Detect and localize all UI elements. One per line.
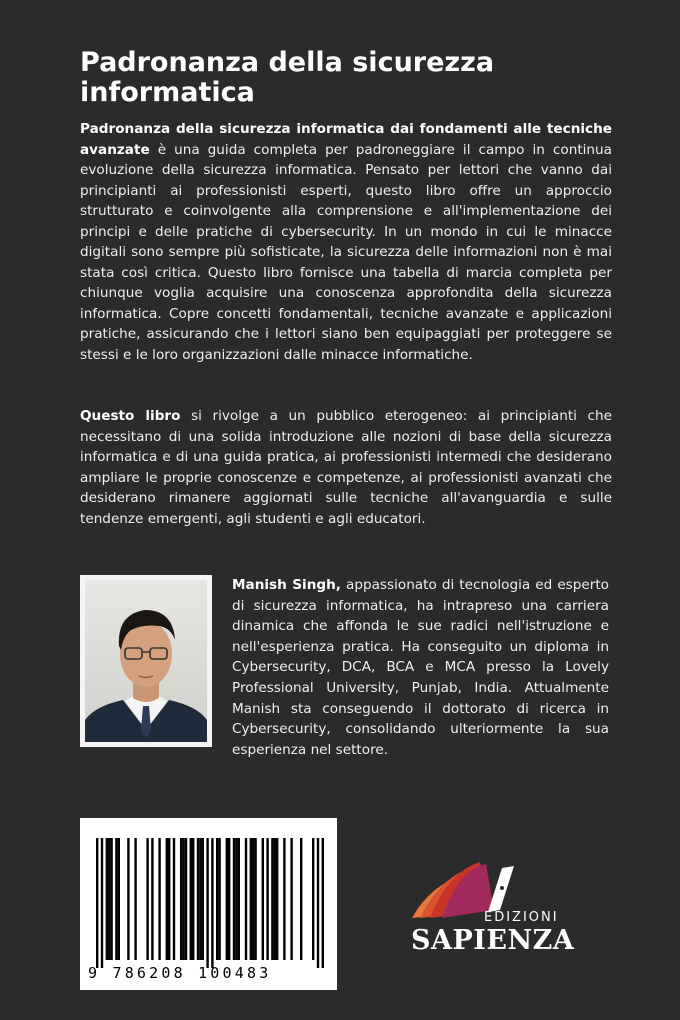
barcode-bar (96, 838, 98, 968)
barcode-bar (300, 838, 302, 960)
barcode-bar (197, 838, 199, 960)
audience-lead-bold: Questo libro (80, 408, 181, 424)
author-name: Manish Singh, (232, 577, 341, 593)
book-title: Padronanza della sicurezza informatica (80, 47, 495, 108)
publisher-name: SAPIENZA (411, 925, 575, 956)
barcode-bar (266, 838, 268, 960)
author-bio-text: appassionato di tecnologia ed esperto di sicurezza informatica, ha intrapreso una carriera dinamica che affonda le sue radici nell'istruzione e nell'esperienza pratica. Ha conseguito un diploma in Cybersecurity, DCA, BCA e MCA presso la Lovely Professional University, Punjab, India. Attualmente Manish sta conseguendo il dottorato di ricerca in Cybersecurity, consolidando ulteriormente la sua esperienza nel settore. (232, 577, 609, 758)
barcode-bar (226, 838, 228, 960)
description-lead-bold: Padronanza della sicurezza informatica dai fondamenti alle tecniche avanzate (80, 121, 612, 158)
barcode-bar (106, 838, 108, 960)
barcode-bar (180, 838, 182, 960)
description-text-1: è una guida completa per padroneggiare il campo in continua evoluzione della sicurezza informatica. Pensato per lettori che vanno dai principianti ai professionisti esperti, questo libro offre un approccio strutturato e coinvolgente alla comprensione e all'implementazione dei principi e delle pratiche di cybersecurity. In un mondo in cui le minacce digitali sono sempre più sofisticate, la sicurezza delle informazioni non è mai stata così critica. Questo libro fornisce una tabella di marcia completa per chiunque voglia acquisire una conoscenza approfondita della sicurezza informatica. Copre concetti fondamentali, tecniche avanzate e applicazioni pratiche, assicurando che i lettori siano ben equipaggiati per proteggere se stessi e le loro organizzazioni dalle minacce informatiche. (80, 141, 612, 363)
barcode-bar (216, 838, 218, 960)
barcode-bar (185, 838, 187, 960)
barcode-bar (254, 838, 256, 960)
author-bio (232, 575, 609, 760)
author-portrait-image (85, 580, 207, 742)
isbn-barcode (80, 818, 337, 990)
barcode-bar (228, 838, 230, 960)
barcode-bar (262, 838, 264, 960)
barcode-bar (290, 838, 292, 960)
description-paragraph-2 (80, 406, 612, 529)
barcode-bar (250, 838, 252, 960)
barcode-bar (173, 838, 175, 960)
barcode-bar (134, 838, 136, 960)
barcode-bar (158, 838, 160, 960)
barcode-bar (199, 838, 201, 960)
author-photo (80, 575, 212, 747)
barcode-bar (115, 838, 117, 960)
barcode-bar (192, 838, 194, 960)
barcode-bar (110, 838, 112, 960)
description-text-2: si rivolge a un pubblico eterogeneo: ai principianti che necessitano di una solida introduzione alle nozioni di base della sicurezza informatica e di una guida pratica, ai professionisti intermedi che desiderano ampliare le proprie conoscenze e competenze, ai professionisti avanzati che desiderano rimanere aggiornati sulle tecniche all'avanguardia e sulle tendenze emergenti, agli studenti e agli educatori. (80, 408, 612, 527)
publisher-edizioni: EDIZIONI (484, 910, 559, 925)
barcode-bar (252, 838, 254, 960)
barcode-bar (146, 838, 148, 960)
barcode-bar (271, 838, 273, 960)
barcode-bar (317, 838, 319, 968)
barcode-bar (283, 838, 285, 960)
barcode-bar (233, 838, 235, 960)
isbn-number: 9 786208 100483 (88, 964, 272, 982)
barcode-bar (151, 838, 153, 960)
description-paragraph-1 (80, 119, 612, 365)
barcode-bar (238, 838, 240, 960)
barcode-bar (118, 838, 120, 960)
barcode-bar (245, 838, 247, 960)
barcode-bar (182, 838, 184, 960)
barcode-bar (322, 838, 324, 968)
barcode-bar (211, 838, 213, 968)
barcode-bar (312, 838, 314, 960)
barcode-bar (235, 838, 237, 960)
barcode-bar (218, 838, 220, 960)
barcode-bar (276, 838, 278, 960)
barcode-bar (127, 838, 129, 960)
barcode-bar (168, 838, 170, 960)
barcode-bar (274, 838, 276, 960)
barcode-bar (108, 838, 110, 960)
barcode-bar (190, 838, 192, 960)
barcode-bar (101, 838, 103, 968)
barcode-bar (206, 838, 208, 968)
barcode-bar (166, 838, 168, 960)
barcode-bar (202, 838, 204, 960)
